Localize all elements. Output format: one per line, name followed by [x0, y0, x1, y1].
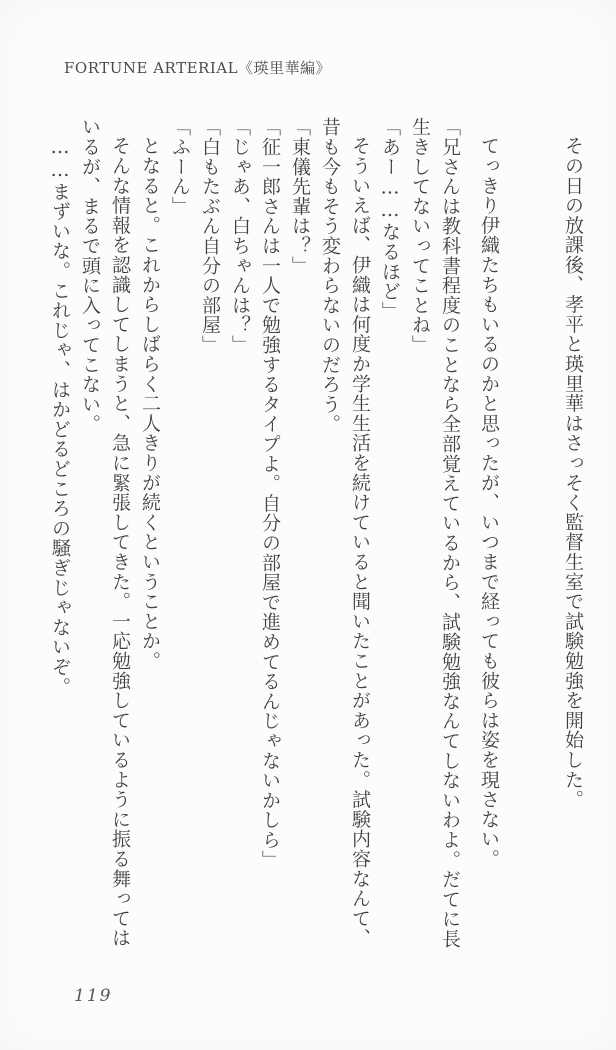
paragraph-dialogue: 「ふーん」 [169, 117, 191, 216]
paragraph-dialogue: 「あー……なるほど」 [379, 117, 401, 321]
paragraph-dialogue: 「征一郎さんは一人で勉強するタイプよ。自分の部屋で進めてるんじゃないかしら」 [259, 117, 281, 870]
paragraph-dialogue: 「白もたぶん自分の部屋」 [199, 117, 221, 355]
paragraph: そんな情報を認識してしまうと、急に緊張してきた。一応勉強しているように振る舞ってはいるが、まるで頭に入ってこない。 [79, 117, 131, 948]
paragraph: その日の放課後、孝平と瑛里華はさっそく監督生室で試験勉強を開始した。 [562, 136, 584, 810]
paragraph-dialogue: 「東儀先輩は？」 [289, 117, 311, 276]
paragraph: ……まずいな。これじゃ、はかどるどころの騒ぎじゃないぞ。 [49, 136, 71, 697]
running-header: FORTUNE ARTERIAL《瑛里華編》 [64, 59, 332, 77]
paragraph: てっきり伊織たちもいるのかと思ったが、いつまで経っても彼らは姿を現さない。 [478, 136, 500, 869]
paragraph: となると。これからしばらく二人きりが続くということか。 [139, 136, 161, 671]
paragraph: そういえば、伊織は何度か学生生活を続けていると聞いたことがあった。試験内容なんて、昔も今もそう変わらないのだろう。 [319, 117, 371, 948]
paragraph-dialogue: 「じゃあ、白ちゃんは？」 [229, 117, 251, 355]
paragraph-dialogue: 「兄さんは教科書程度のことなら全部覚えているから、試験勉強なんてしないわよ。だてに長生きしてないってことね」 [409, 117, 461, 949]
page-number: 119 [74, 986, 113, 1006]
vertical-text-block [45, 117, 588, 950]
